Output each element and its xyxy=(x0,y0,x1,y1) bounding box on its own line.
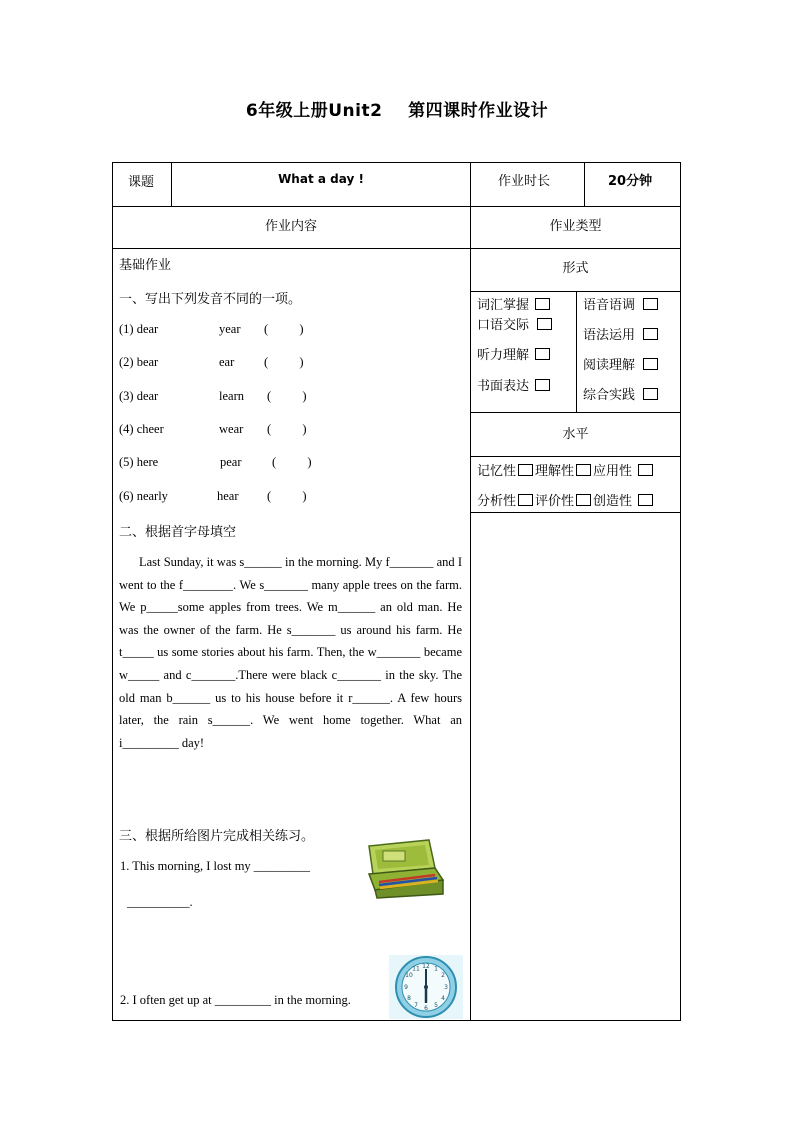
table-border-left xyxy=(112,162,113,1021)
question-number: (3) dear xyxy=(119,389,159,403)
checkbox[interactable] xyxy=(535,379,550,391)
question-word: pear xyxy=(220,455,242,469)
form-option: 词汇掌握 xyxy=(477,294,552,313)
checkbox[interactable] xyxy=(643,328,658,340)
content-label: 作业内容 xyxy=(264,219,317,234)
form-option: 听力理解 xyxy=(477,344,552,363)
svg-text:3: 3 xyxy=(444,984,448,991)
svg-text:8: 8 xyxy=(407,995,411,1002)
topic-value: What a day ! xyxy=(278,172,364,186)
clock-picture xyxy=(389,955,463,1019)
table-row-divider xyxy=(112,248,681,249)
basic-title: 基础作业 xyxy=(119,258,172,273)
types-divider xyxy=(470,512,681,513)
topic-label: 课题 xyxy=(128,175,155,190)
types-divider xyxy=(470,456,681,457)
checkbox[interactable] xyxy=(638,464,653,476)
question-word: hear xyxy=(217,489,239,503)
section3-title: 三、根据所给图片完成相关练习。 xyxy=(119,829,315,844)
checkbox[interactable] xyxy=(535,348,550,360)
question-word: year xyxy=(219,322,241,336)
checkbox[interactable] xyxy=(518,464,533,476)
duration-value: 20分钟 xyxy=(608,174,653,189)
question-word: ear xyxy=(219,355,235,369)
checkbox[interactable] xyxy=(535,298,550,310)
question-word: wear xyxy=(219,422,244,436)
svg-text:7: 7 xyxy=(414,1002,418,1009)
checkbox[interactable] xyxy=(537,318,552,330)
question-number: (6) nearly xyxy=(119,489,168,503)
question-number: (4) cheer xyxy=(119,422,164,436)
svg-text:12: 12 xyxy=(422,963,430,970)
svg-text:9: 9 xyxy=(404,984,408,991)
table-border-right xyxy=(680,162,681,1021)
checkbox[interactable] xyxy=(643,358,658,370)
form-option: 书面表达 xyxy=(477,375,552,394)
svg-text:11: 11 xyxy=(412,965,420,973)
answer-blank[interactable]: ( ) xyxy=(272,455,312,469)
svg-text:10: 10 xyxy=(405,972,413,979)
picture-question-1-blank[interactable]: __________. xyxy=(127,895,193,909)
table-column-divider xyxy=(470,162,471,1021)
form-option: 口语交际 xyxy=(477,314,554,333)
question-word: learn xyxy=(219,389,244,403)
form-option: 阅读理解 xyxy=(583,354,660,373)
checkbox[interactable] xyxy=(638,494,653,506)
checkbox[interactable] xyxy=(643,388,658,400)
answer-blank[interactable]: ( ) xyxy=(264,355,304,369)
question-number: (5) here xyxy=(119,455,159,469)
answer-blank[interactable]: ( ) xyxy=(267,489,307,503)
table-row-divider xyxy=(112,206,681,207)
level-label: 水平 xyxy=(562,427,589,442)
table-border-bottom xyxy=(112,1020,681,1021)
form-option: 语法运用 xyxy=(583,324,660,343)
svg-text:5: 5 xyxy=(434,1002,438,1009)
picture-question-1: 1. This morning, I lost my _________ xyxy=(120,859,311,873)
table-border-top xyxy=(112,162,681,163)
svg-text:4: 4 xyxy=(441,995,445,1002)
section2-title: 二、根据首字母填空 xyxy=(119,525,237,540)
answer-blank[interactable]: ( ) xyxy=(267,389,307,403)
cloze-passage xyxy=(119,551,462,754)
type-label: 作业类型 xyxy=(549,219,602,234)
level-options-row: 分析性 评价性 创造性 xyxy=(477,490,655,509)
cloze-passage-text: Last Sunday, it was s______ in the morning. My f_______ and I went to the f________. We s_______ many apple trees on the farm. We p_____some apples from trees. We m______ an old man. He was the owner of the farm. He s_______ us around his farm. He t_____ us some stories about his farm. Then, the w_______ became w_____ and c_______.There were black c_______ in the sky. The old man b______ us to his house before it r______. A few hours later, the rain s______. We went home together. What an i_________ day! xyxy=(119,555,462,750)
answer-blank[interactable]: ( ) xyxy=(267,422,307,436)
page-title: 6年级上册Unit2 第四课时作业设计 xyxy=(245,101,549,121)
question-number: (2) bear xyxy=(119,355,159,369)
pencil-case-picture xyxy=(365,838,445,900)
picture-question-2: 2. I often get up at _________ in the morning. xyxy=(120,993,351,1007)
form-column-divider xyxy=(576,291,577,412)
checkbox[interactable] xyxy=(518,494,533,506)
types-divider xyxy=(470,412,681,413)
svg-text:6: 6 xyxy=(424,1005,428,1012)
checkbox[interactable] xyxy=(576,464,591,476)
form-option: 语音语调 xyxy=(583,294,660,313)
form-label: 形式 xyxy=(562,261,589,276)
form-option: 综合实践 xyxy=(583,384,660,403)
svg-text:2: 2 xyxy=(441,972,445,979)
assignment-table xyxy=(112,162,681,1021)
duration-label: 作业时长 xyxy=(498,174,551,189)
level-options-row: 记忆性 理解性 应用性 xyxy=(477,460,655,479)
question-number: (1) dear xyxy=(119,322,159,336)
svg-text:1: 1 xyxy=(434,965,438,973)
checkbox[interactable] xyxy=(643,298,658,310)
table-column-divider xyxy=(584,162,585,206)
answer-blank[interactable]: ( ) xyxy=(264,322,304,336)
checkbox[interactable] xyxy=(576,494,591,506)
section1-title: 一、写出下列发音不同的一项。 xyxy=(119,292,302,307)
